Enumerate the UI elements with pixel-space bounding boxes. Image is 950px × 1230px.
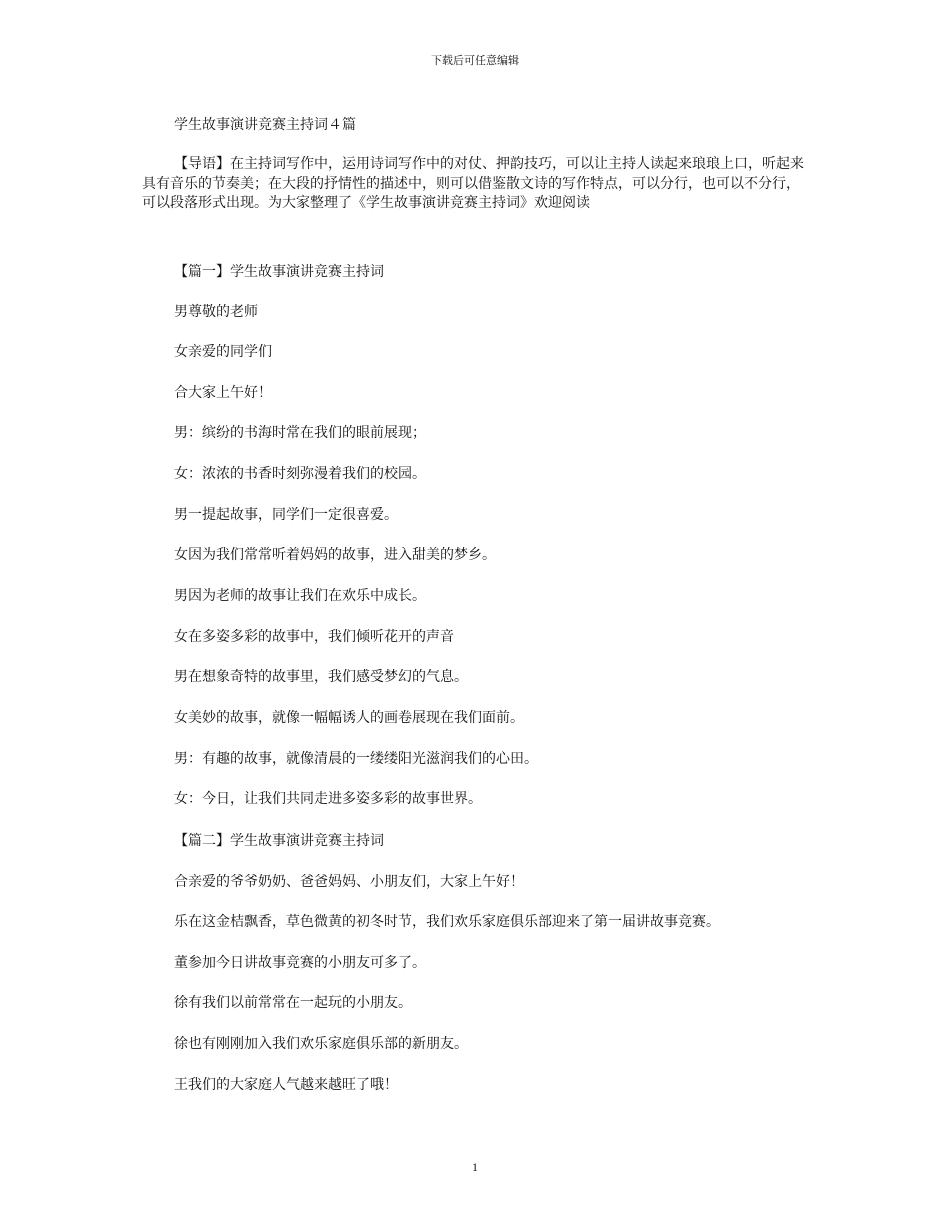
paragraph: 女美妙的故事，就像一幅幅诱人的画卷展现在我们面前。 [174, 710, 524, 726]
intro-paragraph: 【导语】在主持词写作中，运用诗词写作中的对仗、押韵技巧，可以让主持人读起来琅琅上口，听起来具有音乐的节奏美；在大段的抒情性的描述中，则可以借鉴散文诗的写作特点，可以分行，也可以不分行，可以段落形式出现。为大家整理了《学生故事演讲竞赛主持词》欢迎阅读 [142, 156, 804, 211]
paragraph: 女：浓浓的书香时刻弥漫着我们的校园。 [174, 466, 426, 482]
page-header: 下载后可任意编辑 [431, 54, 519, 67]
paragraph: 王我们的大家庭人气越来越旺了哦！ [174, 1077, 398, 1093]
paragraph: 合大家上午好！ [174, 385, 272, 401]
paragraph: 徐也有刚刚加入我们欢乐家庭俱乐部的新朋友。 [174, 1036, 468, 1052]
paragraph: 男因为老师的故事让我们在欢乐中成长。 [174, 588, 426, 604]
document-title: 学生故事演讲竞赛主持词４篇 [174, 117, 356, 133]
paragraph: 男：缤纷的书海时常在我们的眼前展现； [174, 425, 426, 441]
paragraph: 乐在这金桔飘香，草色微黄的初冬时节，我们欢乐家庭俱乐部迎来了第一届讲故事竞赛。 [174, 914, 720, 930]
paragraph: 徐有我们以前常常在一起玩的小朋友。 [174, 995, 412, 1011]
paragraph: 男在想象奇特的故事里，我们感受梦幻的气息。 [174, 669, 468, 685]
paragraph: 女亲爱的同学们 [174, 344, 272, 360]
paragraph: 男尊敬的老师 [174, 304, 258, 320]
paragraph: 女在多姿多彩的故事中，我们倾听花开的声音 [174, 629, 454, 645]
paragraph: 董参加今日讲故事竞赛的小朋友可多了。 [174, 955, 426, 971]
section-heading-1: 【篇一】学生故事演讲竞赛主持词 [174, 264, 384, 280]
paragraph: 女：今日，让我们共同走进多姿多彩的故事世界。 [174, 791, 482, 807]
paragraph: 合亲爱的爷爷奶奶、爸爸妈妈、小朋友们，大家上午好！ [174, 874, 524, 890]
paragraph: 女因为我们常常听着妈妈的故事，进入甜美的梦乡。 [174, 547, 496, 563]
section-heading-2: 【篇二】学生故事演讲竞赛主持词 [174, 833, 384, 849]
paragraph: 男：有趣的故事，就像清晨的一缕缕阳光滋润我们的心田。 [174, 751, 538, 767]
page-number: 1 [472, 1160, 478, 1174]
paragraph: 男一提起故事，同学们一定很喜爱。 [174, 507, 398, 523]
